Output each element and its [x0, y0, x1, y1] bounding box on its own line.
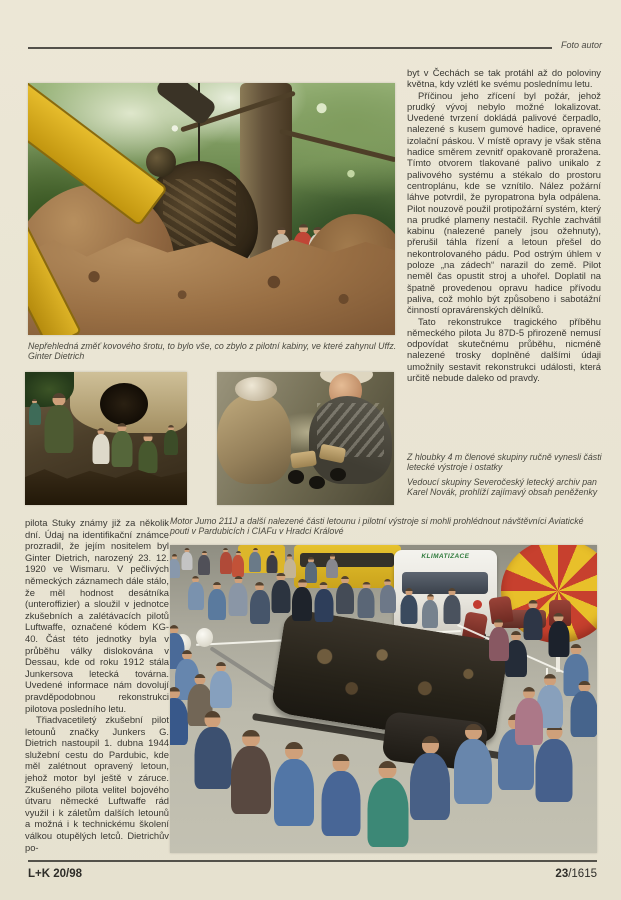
person-figure: [489, 619, 509, 661]
excavator-hinge: [146, 147, 176, 177]
person-figure: [401, 588, 418, 624]
visitor-crowd: [170, 545, 597, 853]
person-figure: [571, 681, 597, 737]
person-figure: [188, 576, 204, 610]
person-figure: [314, 582, 333, 622]
person-figure: [274, 742, 314, 826]
page-sequence: /1615: [568, 868, 597, 880]
person-figure: [410, 736, 450, 820]
person-figure: [422, 594, 438, 628]
person-figure: [112, 423, 133, 467]
person-figure: [139, 433, 158, 473]
photo-credit: Foto autor: [560, 40, 602, 50]
person-figure: [210, 662, 232, 708]
article-right-column: [407, 67, 601, 383]
caption-wallet: Vedoucí skupiny Severočeský letecký archiv pan Karel Novák, prohlíží zajímavý obsah peněženky: [407, 477, 598, 498]
person-figure: [45, 393, 74, 453]
person-figure: [182, 548, 193, 570]
person-figure: [454, 724, 492, 804]
header-rule: [28, 47, 552, 49]
crouching-man-left: [217, 393, 291, 483]
footer-rule: [28, 860, 597, 862]
person-figure: [170, 554, 180, 578]
article-left-column: [25, 517, 169, 853]
van-roof-text: KLIMATIZACE: [421, 553, 470, 561]
black-glove: [309, 476, 325, 489]
page-number: [555, 868, 597, 880]
paragraph: byt v Čechách se tak protáhl až do poloviny května, kdy vzlétl ke svému poslednímu letu.: [407, 67, 601, 90]
person-figure: [220, 548, 232, 574]
caption-engine-exhibit: Motor Jumo 211J a další nalezené části letounu i pilotní výstroje si mohli prohlédnout návštěvníci Aviatické pouti v Pardubicích i CIAFu v Hradci Králové: [170, 516, 584, 537]
person-figure: [231, 730, 271, 814]
person-figure: [250, 582, 270, 624]
page-number-bold: 23: [555, 868, 569, 880]
person-figure: [443, 588, 460, 624]
person-figure: [198, 551, 210, 575]
paragraph: Tato rekonstrukce tragického příběhu německého pilota Ju 87D-5 přirozeně nemusí odpovídat skutečnému průběhu, nicméně nalezené trosky doplněné dalšími údaji umožnily sestavit rekonstrukci události, která určitě nebude daleko od pravdy.: [407, 315, 601, 384]
person-figure: [515, 687, 543, 745]
person-figure: [272, 573, 291, 613]
paragraph: pilota Stuky známy již za několik dní. Údaj na identifikační známce prozradil, že jejím nositelem byl Ginter Dietrich, narozený 23. 12. 1920 ve Wismaru. V pečlivých německých záznamech dále stálo, že měl hodnost desátníka (unteroffizier) a sloužil v jednotce zkušebních a zalétávacích pilotů Luftwaffe, označené kódem KG-40. Část této jednotky byla v průběhu války dislokována v Dessau, kde od roku 1912 stála Junkersova letecká továrna. Uvedené informace nám dovolují pravděpodobnou rekonstrukci pilotova posledního letu.: [25, 517, 169, 714]
black-glove: [288, 470, 304, 483]
person-figure: [164, 425, 178, 455]
person-figure: [326, 554, 338, 578]
photo-excavator-recovery: [28, 83, 395, 335]
person-figure: [292, 579, 312, 621]
person-figure: [229, 576, 248, 616]
person-figure: [358, 582, 375, 618]
paragraph: Třiadvacetiletý zkušební pilot letounů značky Junkers G. Dietrich nastoupil 1. dubna 1944 služební cestu do Pardubic, kde měl zalétnout opravený letoun, jehož motor byl ještě v záruce. Zkušeného pilota velitel bojového útvaru německé Luftwaffe rád využil i k záletům dalších letounů a možná i k technickému školení válkou otupělých letců. Dietrichův po-: [25, 714, 169, 853]
person-figure: [249, 548, 261, 572]
person-figure: [321, 754, 360, 836]
photo-engine-exhibit: [170, 545, 597, 853]
crouching-man-right: [309, 396, 392, 484]
paragraph: Příčinou jeho zřícení byl požár, jehož prudký vývoj nebylo možné lokalizovat. Uvedené tvrzení dokládá palivové čerpadlo, nalezené s kusem gumové hadice, opravené izolační páskou. V místě opravy je však stěna hadice směrem zevnitř opakovaně proražena. Tímto otvorem tlakované palivo unikalo z palivového systému a stékalo do prostoru centroplánu, kde se vznítilo. Nález požární láhve potvrdil, že pyropatrona byla odpálena. Pilot nouzově použil protipožární systém, který na prudké plameny nestačil. Rychle zachvátil kabinu (nalezené panely jsou ožehnuty), přerušil táhla řízení a letoun přešel do nekontrolovaného pádu. Pod ostrým úhlem v poloze „na zádech“ narazil do země. Pilot neměl čas opustit stroj a uhořel. Doplatil na špatně provedenou opravu hadice přívodu paliva, což mohlo být způsobeno i sabotážní činností opravárenských dělníků.: [407, 89, 601, 316]
person-figure: [93, 428, 110, 464]
person-figure: [267, 551, 278, 573]
person-figure: [194, 711, 231, 789]
caption-top-photo: Nepřehledná změť kovového šrotu, to bylo vše, co zbylo z pilotní kabiny, ve které zahynul Uffz. Ginter Dietrich: [28, 341, 397, 362]
caption-recovery: Z hloubky 4 m členové skupiny ručně vynesli části letecké výstroje i ostatky: [407, 452, 602, 473]
person-figure: [29, 399, 41, 425]
person-figure: [380, 579, 396, 613]
person-figure: [367, 761, 408, 847]
person-figure: [208, 582, 226, 620]
person-figure: [170, 687, 188, 745]
magazine-issue: L+K 20/98: [28, 868, 83, 880]
photo-examining-finds: [217, 372, 394, 505]
person-figure: [336, 576, 354, 614]
photo-digging-pit: [25, 372, 187, 505]
person-figure: [232, 551, 244, 577]
